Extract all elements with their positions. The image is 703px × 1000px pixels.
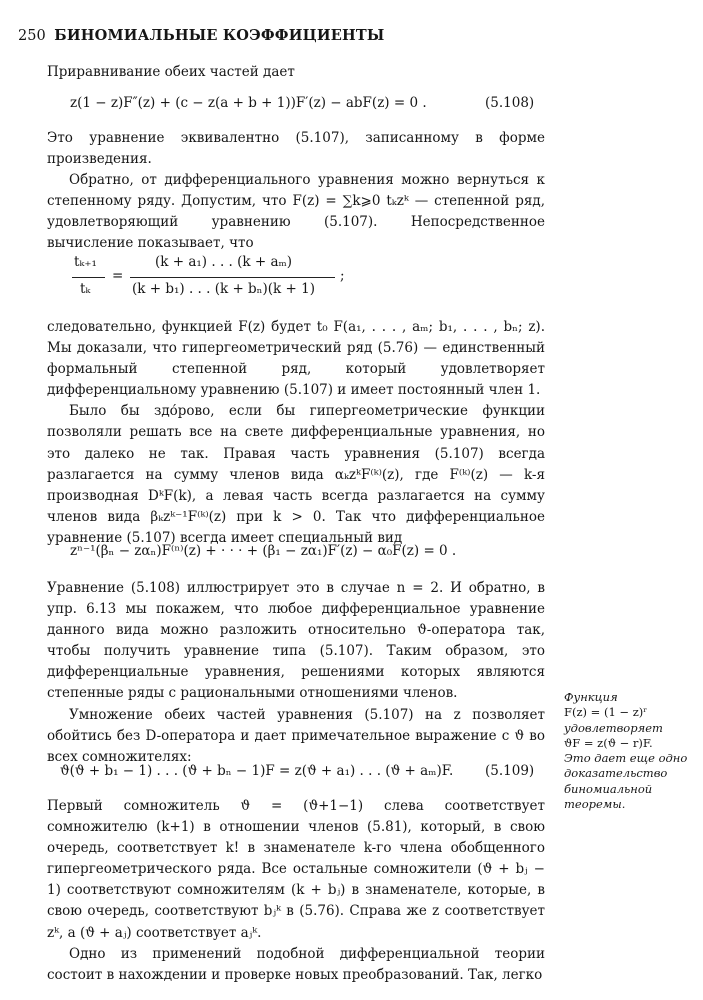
ratio-rhs-bar <box>130 277 335 278</box>
text-block-2 <box>47 317 545 549</box>
equation-general-form: zⁿ⁻¹(βₙ − zαₙ)F⁽ⁿ⁾(z) + · · · + (β₁ − zα₁)F′(z) − α₀F(z) = 0 . <box>70 543 457 559</box>
paragraph-5: Было бы здо́рово, если бы гипергеометрические функции позволяли решать все на свете дифференциальные уравнения, но это далеко не так. Правая часть уравнения (5.107) всегда разлагается на сумму членов вида αₖzᵏF⁽ᵏ⁾(z), где F⁽ᵏ⁾(z) — k-я производная DᵏF(k), а левая часть всегда разлагается на сумму членов вида βₖzᵏ⁻¹F⁽ᵏ⁾(z) при k > 0. Так что дифференциальное уравнение (5.107) всегда имеет специальный вид <box>47 403 545 546</box>
margin-note-line-5: Это дает еще одно доказательство биномиальной теоремы. <box>564 751 688 812</box>
equation-number-5-109: (5.109) <box>485 763 535 779</box>
paragraph-8: Первый сомножитель ϑ = (ϑ+1−1) слева соответствует сомножителю (k+1) в отношении членов (5.81), который, в свою очередь, соответствует k! в знаменателе k-го члена обобщенного гипергеометрического ряда. Все остальные сомножители (ϑ + bⱼ − 1) соответствуют сомножителям (k + bⱼ) в знаменателе, которые, в свою очередь, соответствуют bⱼᵏ в (5.76). Справа же z соответствует zᵏ, а (ϑ + aⱼ) соответствует aⱼᵏ. <box>47 798 545 941</box>
ratio-equation <box>72 254 372 314</box>
ratio-lhs-numerator: tₖ₊₁ <box>74 254 97 270</box>
ratio-equals: = <box>112 268 124 284</box>
text-block-4 <box>47 796 545 986</box>
paragraph-4: следовательно, функцией F(z) будет t₀ F(a₁, . . . , aₘ; b₁, . . . , bₙ; z). Мы доказали, что гипергеометрический ряд (5.76) — единственный формальный степенной ряд, который удовлетворяет дифференциальному уравнению (5.107) и имеет постоянный член 1. <box>47 319 545 399</box>
paragraph-9: Одно из применений подобной дифференциальной теории состоит в нахождении и проверке новых преобразований. Так, легко <box>47 945 545 983</box>
paragraph-2: Это уравнение эквивалентно (5.107), записанному в форме произведения. <box>47 130 545 168</box>
margin-note <box>564 690 689 812</box>
margin-note-formula-2: ϑF = z(ϑ − r)F. <box>564 735 653 750</box>
text-block-3 <box>47 578 545 768</box>
equation-number-5-108: (5.108) <box>485 95 535 111</box>
ratio-rhs-numerator: (k + a₁) . . . (k + aₘ) <box>155 254 293 270</box>
margin-note-formula-1: F(z) = (1 − z)ʳ <box>564 705 648 720</box>
running-header <box>18 27 385 44</box>
margin-note-line-1: Функция <box>564 690 618 704</box>
paragraph-6: Уравнение (5.108) иллюстрирует это в случае n = 2. И обратно, в упр. 6.13 мы покажем, что любое дифференциальное уравнение данного вида можно разложить относительно ϑ-оператора так, чтобы получить уравнение типа (5.107). Таким образом, это дифференциальные уравнения, решениями которых являются степенные ряды с рациональными отношениями членов. <box>47 580 545 702</box>
running-title: БИНОМИАЛЬНЫЕ КОЭФФИЦИЕНТЫ <box>54 27 385 44</box>
ratio-semicolon: ; <box>340 268 345 284</box>
ratio-lhs-bar <box>72 277 105 278</box>
paragraph-1: Приравнивание обеих частей дает <box>47 64 295 80</box>
page-number: 250 <box>18 28 46 44</box>
paragraph-7: Умножение обеих частей уравнения (5.107) на z позволяет обойтись без D-оператора и дает примечательное выражение с ϑ во всех сомножителях: <box>47 706 545 765</box>
paragraph-intro <box>47 62 545 83</box>
paragraph-3: Обратно, от дифференциального уравнения можно вернуться к степенному ряду. Допустим, что F(z) = ∑k⩾0 tₖzᵏ — степенной ряд, удовлетворяющий уравнению (5.107). Непосредственное вычисление показывает, что <box>47 172 545 252</box>
text-block-1 <box>47 128 545 255</box>
equation-5-108: z(1 − z)F″(z) + (c − z(a + b + 1))F′(z) − abF(z) = 0 . <box>70 95 427 111</box>
margin-note-line-3: удовлетворяет <box>564 720 663 735</box>
ratio-rhs-denominator: (k + b₁) . . . (k + bₙ)(k + 1) <box>132 281 315 297</box>
equation-5-109: ϑ(ϑ + b₁ − 1) . . . (ϑ + bₙ − 1)F = z(ϑ + a₁) . . . (ϑ + aₘ)F. <box>60 763 454 779</box>
ratio-lhs-denominator: tₖ <box>80 281 91 297</box>
